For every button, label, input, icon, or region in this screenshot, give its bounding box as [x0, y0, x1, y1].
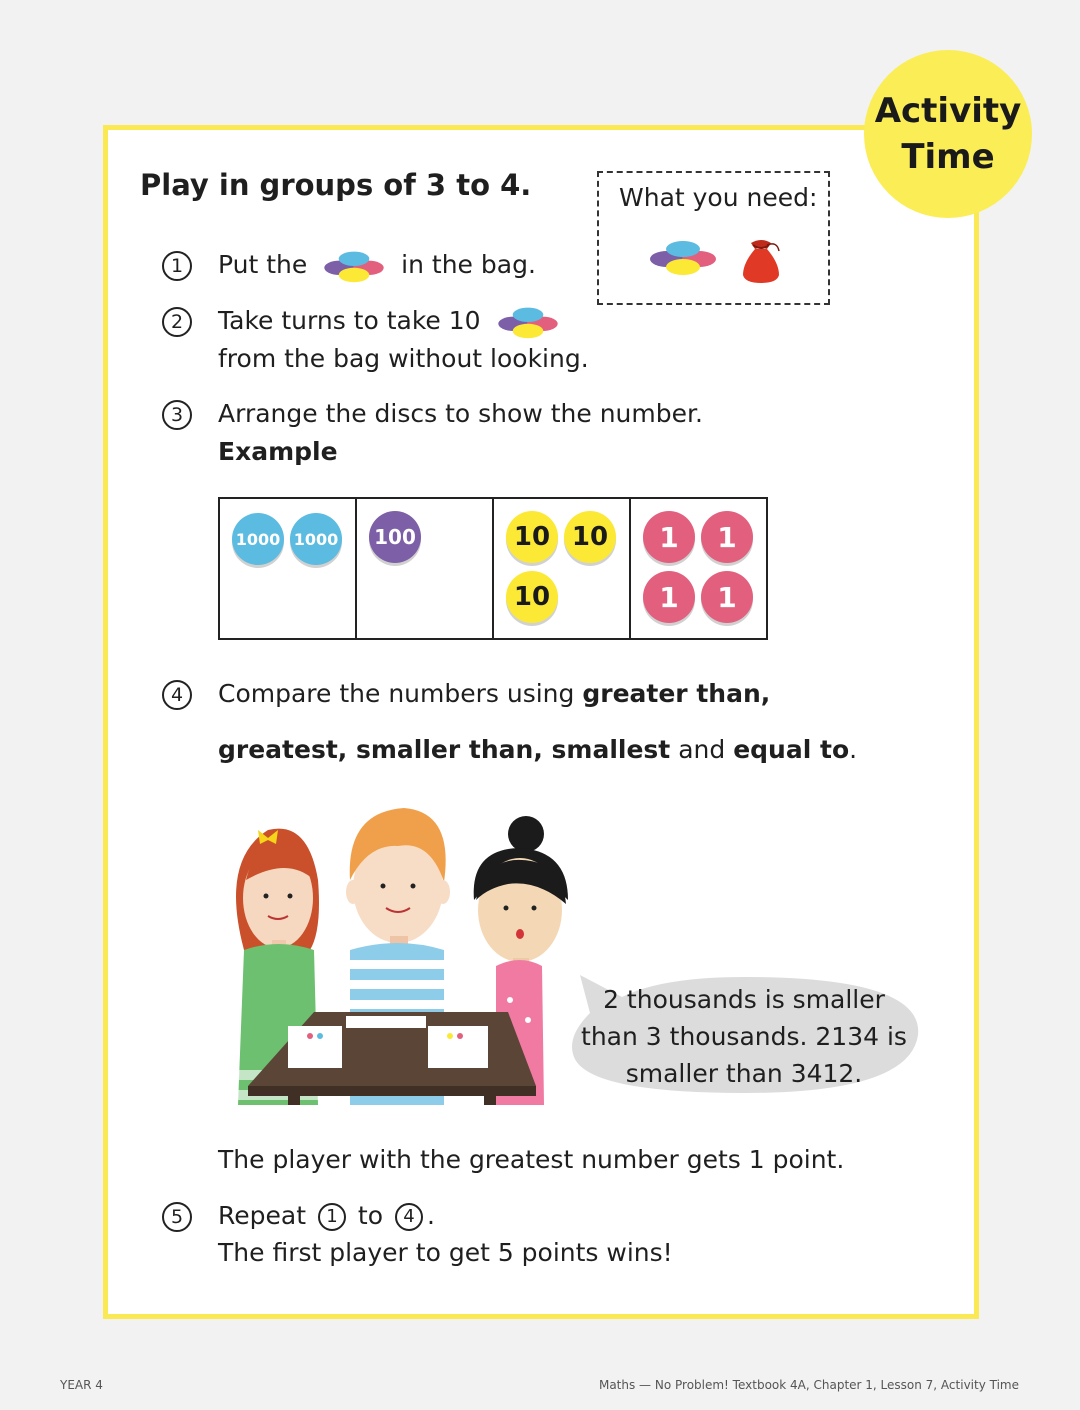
step-3-line-1: Arrange the discs to show the number.: [218, 399, 703, 428]
step-2-line-2: from the bag without looking.: [218, 344, 589, 373]
footer-source: Maths — No Problem! Textbook 4A, Chapter 1, Lesson 7, Activity Time: [598, 1378, 1019, 1392]
place-value-table: [218, 497, 768, 640]
badge-line-1: Activity: [874, 91, 1022, 131]
step-4-period: .: [849, 735, 858, 764]
speech-line-2: than 3 thousands. 2134 is: [581, 1022, 907, 1051]
step-5-period: .: [426, 1201, 435, 1230]
point-rule-text: The player with the greatest number gets 1 point.: [218, 1145, 845, 1174]
step-number-2: 2: [162, 307, 192, 337]
disc-1000: 1000: [232, 513, 284, 565]
step-1-before: Put the: [218, 250, 308, 279]
step-2-line-1: [218, 304, 567, 340]
disc-10: 10: [506, 511, 558, 563]
step-number-3: 3: [162, 400, 192, 430]
activity-time-badge: [864, 50, 1032, 218]
disc-1: 1: [643, 571, 695, 623]
example-label: Example: [218, 437, 338, 466]
step-4-term-greater-than: greater than,: [582, 679, 771, 708]
step-number-5: 5: [162, 1202, 192, 1232]
step-4-line-2: [218, 733, 857, 767]
discs-icon: [319, 248, 389, 284]
drawstring-bag-icon: [737, 229, 785, 285]
disc-1: 1: [701, 571, 753, 623]
what-you-need-box: [597, 171, 830, 305]
speech-bubble-text: [566, 981, 922, 1092]
disc-100: 100: [369, 511, 421, 563]
disc-1: 1: [701, 511, 753, 563]
step-1-text: [218, 248, 536, 284]
hundreds-column: [357, 499, 494, 638]
step-number-1: 1: [162, 251, 192, 281]
step-1-after: in the bag.: [401, 250, 536, 279]
step-5-to-word: to: [357, 1201, 384, 1230]
disc-10: 10: [564, 511, 616, 563]
badge-line-2: Time: [901, 137, 995, 177]
step-4-terms: greatest, smaller than, smallest: [218, 735, 671, 764]
step-4-text-a: Compare the numbers using: [218, 679, 583, 708]
discs-icon: [493, 304, 563, 340]
speech-line-3: smaller than 3412.: [625, 1059, 863, 1088]
thousands-column: [220, 499, 357, 638]
ones-column: [631, 499, 766, 638]
step-5-repeat: Repeat: [218, 1201, 307, 1230]
step-5-line-1: [218, 1199, 435, 1233]
step-5-line-2: The first player to get 5 points wins!: [218, 1238, 673, 1267]
step-number-4: 4: [162, 680, 192, 710]
speech-line-1: 2 thousands is smaller: [603, 985, 885, 1014]
footer-year: YEAR 4: [60, 1378, 103, 1392]
tens-column: [494, 499, 631, 638]
step-5-to-number: 4: [395, 1203, 423, 1231]
step-5-from-number: 1: [318, 1203, 346, 1231]
what-you-need-label: What you need:: [619, 183, 818, 212]
step-2-before: Take turns to take 10: [218, 306, 481, 335]
page-title: Play in groups of 3 to 4.: [140, 168, 532, 202]
speech-bubble: [566, 975, 922, 1093]
step-4-and: and: [670, 735, 734, 764]
step-4-line-1: [218, 677, 770, 711]
place-value-discs-icon: [647, 237, 719, 277]
children-playing-illustration: [218, 800, 588, 1105]
step-4-term-equal-to: equal to: [733, 735, 850, 764]
disc-1000: 1000: [290, 513, 342, 565]
disc-1: 1: [643, 511, 695, 563]
disc-10: 10: [506, 571, 558, 623]
